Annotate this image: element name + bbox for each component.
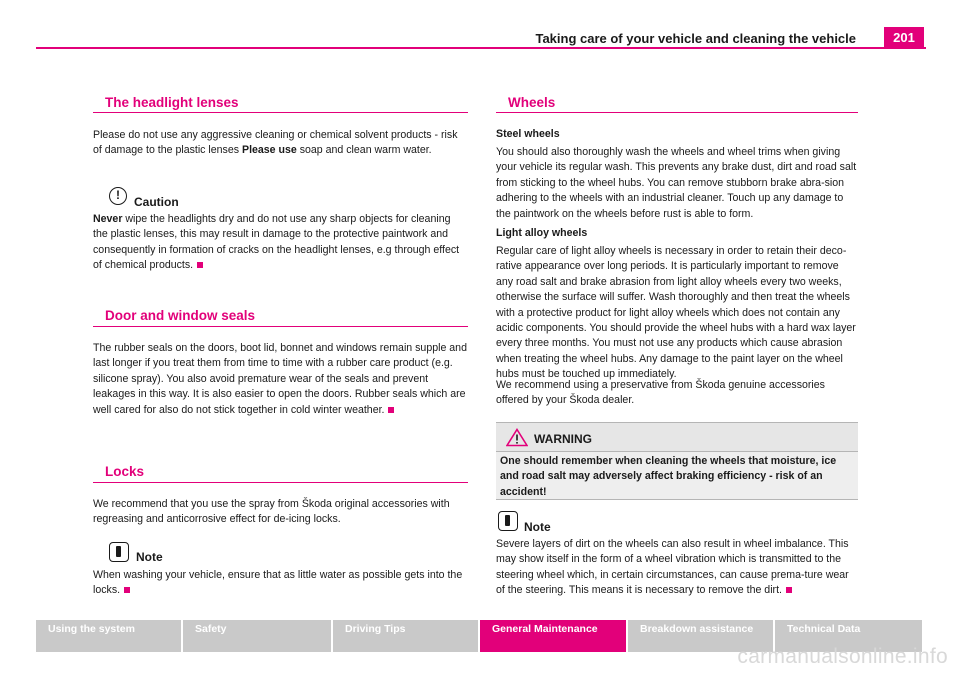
steel-wheels-text: You should also thoroughly wash the wheels and wheel trims when giving your vehicle its regular wash. This prevents any brake dust, dirt and road salt from sticking to the wheel hubs. You can remove stubborn brake abra-sion adhering to the wheels with an industrial cleaner. Touch up any damage to the paintwork on the wheels before rust is able to form.	[496, 146, 857, 220]
heading-locks: Locks	[105, 464, 145, 479]
heading-rule	[93, 482, 468, 483]
alloy-wheels-text: Regular care of light alloy wheels is necessary in order to retain their deco-rative appearance over long periods. It is particularly important to remove any road salt and brake abrasion from light alloy wheels every two weeks, otherwise the surface will suffer. Wash thoroughly and then treat the wheels with a protective product for light alloy wheels which does not contain any acidic components. You should provide the wheel hubs with a hard wax layer every three months. You must not use any products which cause abrasion when treating the wheel hubs. Any damage to the paint layer on the wheel hubs must be touched up immediately.	[496, 245, 856, 381]
steel-wheels-title: Steel wheels	[496, 128, 560, 140]
locks-paragraph: We recommend that you use the spray from Škoda original accessories with regreasing and anticorrosive effect for de-icing locks.	[93, 498, 450, 526]
page-number: 201	[884, 27, 924, 48]
seals-paragraph: The rubber seals on the doors, boot lid, bonnet and windows remain supple and last longer if you treat them from time to time with a rubber care product (e.g. silicone spray). You also avoid premature wear of the seals and prevent leakages in this way. It is also easier to open the doors. Rubber seals which are well cared for also do not stick together in cold winter weather.	[93, 342, 467, 416]
note-icon	[109, 542, 129, 562]
warning-title: WARNING	[534, 432, 592, 446]
warning-box	[496, 422, 858, 500]
warning-header	[496, 423, 858, 452]
heading-rule	[496, 112, 858, 113]
alloy-wheels-title: Light alloy wheels	[496, 227, 588, 239]
caution-title: Caution	[134, 195, 179, 209]
running-header-title: Taking care of your vehicle and cleaning the vehicle	[535, 31, 856, 46]
wheels-note-text: Severe layers of dirt on the wheels can also result in wheel imbalance. This may show itself in the form of a wheel vibration which is transmitted to the steering wheel which, in certain circumstances, can cause prema-ture wear of the steering. This means it is necessary to remove the dirt.	[496, 538, 849, 597]
warning-triangle-icon	[506, 428, 528, 447]
header-rule	[36, 47, 926, 49]
tab-breakdown-assistance[interactable]: Breakdown assistance	[628, 620, 775, 652]
watermark-text: carmanualsonline.info	[737, 645, 948, 668]
note-icon	[498, 511, 518, 531]
heading-headlight-lenses: The headlight lenses	[105, 95, 239, 110]
tab-safety[interactable]: Safety	[183, 620, 333, 652]
heading-door-window-seals: Door and window seals	[105, 308, 256, 323]
tab-general-maintenance[interactable]: General Maintenance	[480, 620, 628, 652]
note-title: Note	[136, 550, 163, 564]
recommend-text: We recommend using a preservative from Škoda genuine accessories offered by your Škoda dealer.	[496, 379, 825, 407]
locks-note-text: When washing your vehicle, ensure that as little water as possible gets into the locks.	[93, 569, 463, 597]
heading-wheels: Wheels	[508, 95, 556, 110]
section-end-marker	[786, 587, 792, 593]
tab-using-the-system[interactable]: Using the system	[36, 620, 183, 652]
headlight-paragraph: Please do not use any aggressive cleaning or chemical solvent products - risk of damage to the plastic lenses Please use soap and clean warm water.	[93, 129, 458, 157]
caution-text: Never wipe the headlights dry and do not use any sharp objects for cleaning the plastic lenses, this may result in damage to the protective paintwork and consequently in formation of cracks on the headlight lenses, e.g through effect of chemical products.	[93, 213, 460, 272]
heading-rule	[93, 112, 468, 113]
section-end-marker	[197, 262, 203, 268]
heading-rule	[93, 326, 468, 327]
note-title: Note	[524, 520, 551, 534]
warning-text: One should remember when cleaning the wheels that moisture, ice and road salt may adversely affect braking efficiency - risk of an accident!	[500, 455, 837, 498]
tab-technical-data[interactable]: Technical Data	[775, 620, 922, 652]
section-end-marker	[388, 407, 394, 413]
caution-icon: !	[109, 187, 127, 205]
tab-driving-tips[interactable]: Driving Tips	[333, 620, 480, 652]
section-end-marker	[124, 587, 130, 593]
